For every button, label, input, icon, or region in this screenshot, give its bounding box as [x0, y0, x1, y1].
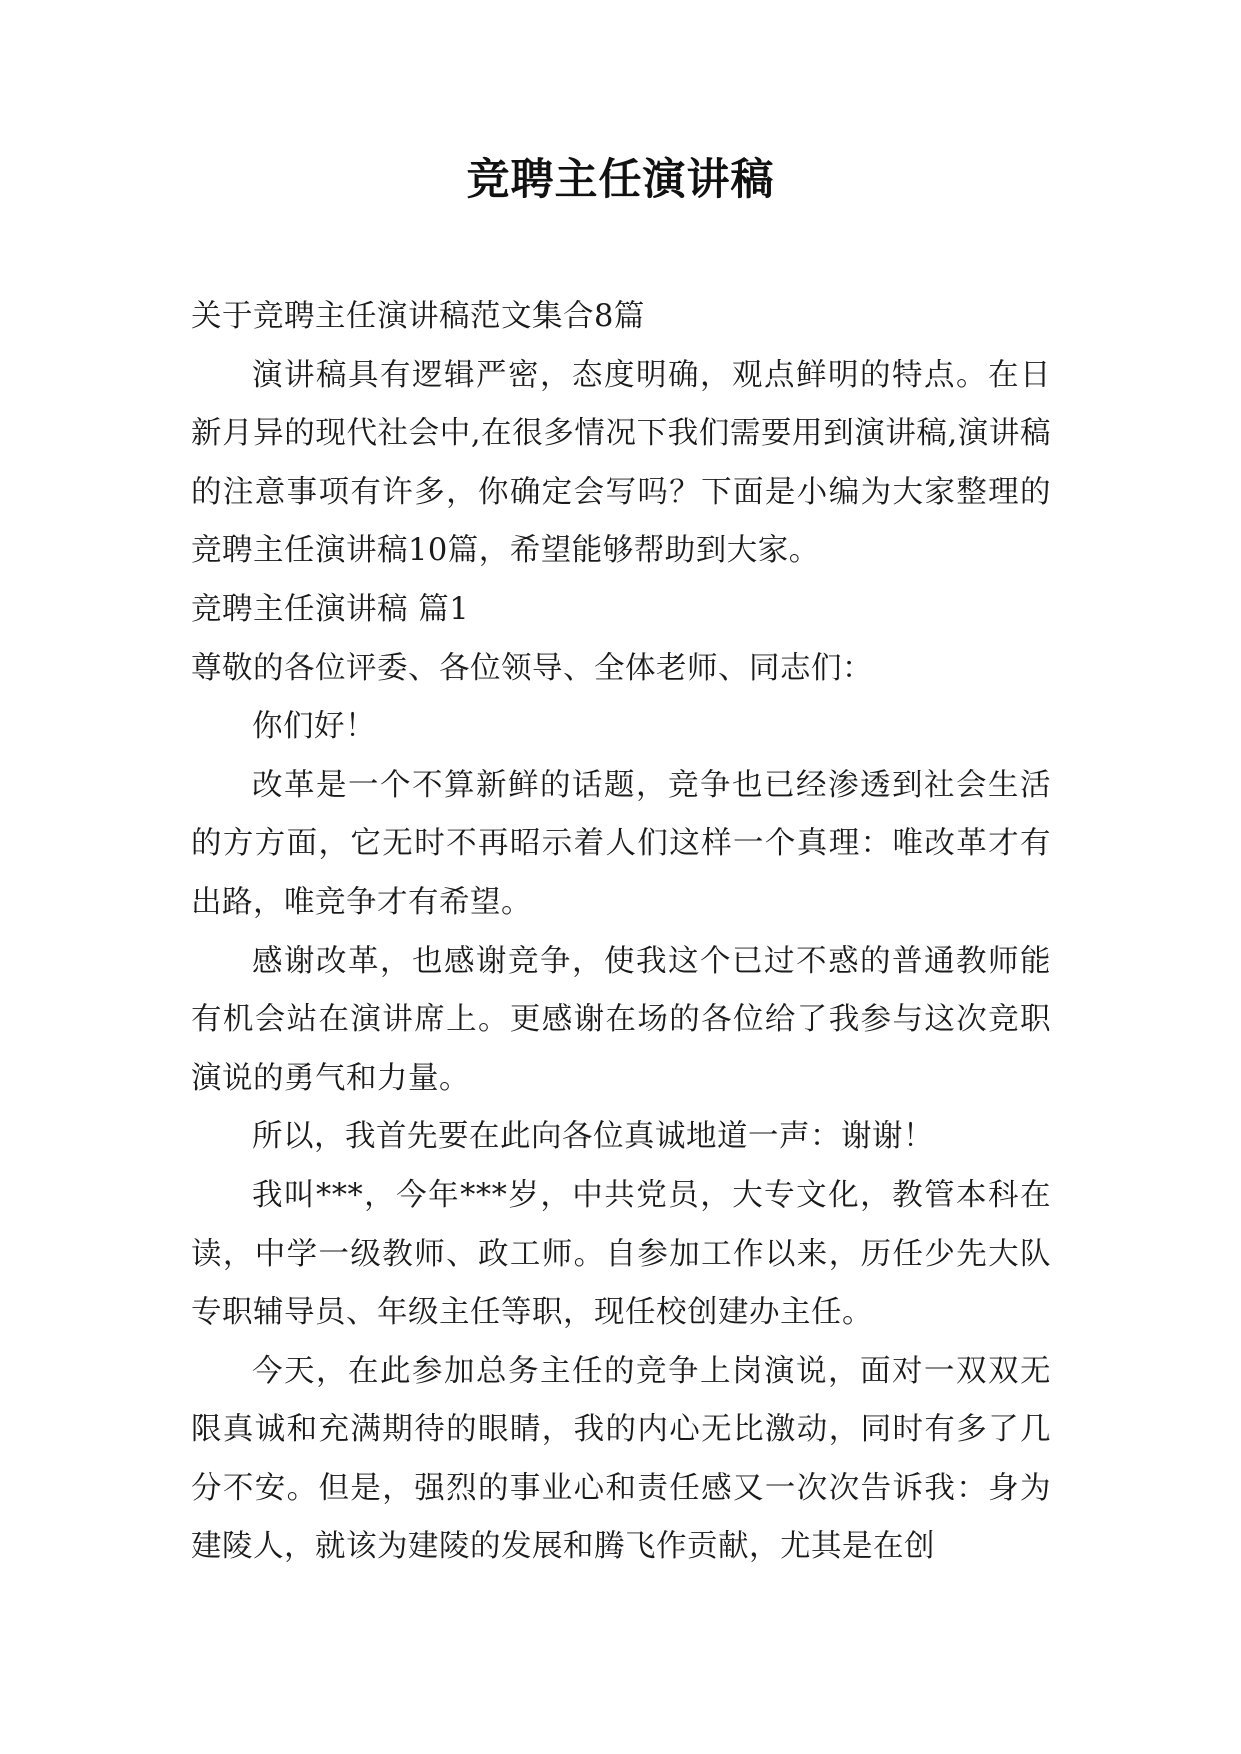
body-paragraph: 所以，我首先要在此向各位真诚地道一声：谢谢！	[252, 1119, 934, 1155]
body-paragraph: 改革是一个不算新鲜的话题，竞争也已经渗透到社会生活的方方面，它无时不再昭示着人们这样一个真理：唯改革才有出路，唯竞争才有希望。	[191, 767, 1051, 920]
intro-paragraph: 演讲稿具有逻辑严密，态度明确，观点鲜明的特点。在日新月异的现代社会中,在很多情况下我们需要用到演讲稿,演讲稿的注意事项有许多，你确定会写吗？下面是小编为大家整理的竞聘主任演讲稿10篇，希望能够帮助到大家。	[191, 357, 1051, 569]
document-body	[191, 288, 1051, 1577]
document-title: 竞聘主任演讲稿	[466, 155, 775, 205]
salutation: 尊敬的各位评委、各位领导、全体老师、同志们：	[191, 650, 873, 686]
body-paragraph: 我叫***，今年***岁，中共党员，大专文化，教管本科在读，中学一级教师、政工师。自参加工作以来，历任少先大队专职辅导员、年级主任等职，现任校创建办主任。	[191, 1177, 1051, 1331]
doc-subtitle: 关于竞聘主任演讲稿范文集合8篇	[191, 299, 645, 334]
section-heading: 竞聘主任演讲稿 篇1	[191, 591, 470, 627]
body-paragraph: 感谢改革，也感谢竞争，使我这个已过不惑的普通教师能有机会站在演讲席上。更感谢在场的各位给了我参与这次竞职演说的勇气和力量。	[191, 943, 1051, 1096]
greeting: 你们好！	[252, 709, 376, 745]
body-paragraph: 今天，在此参加总务主任的竞争上岗演说，面对一双双无限真诚和充满期待的眼睛，我的内心无比激动，同时有多了几分不安。但是，强烈的事业心和责任感又一次次告诉我：身为建陵人，就该为建陵的发展和腾飞作贡献，尤其是在创	[191, 1353, 1051, 1565]
